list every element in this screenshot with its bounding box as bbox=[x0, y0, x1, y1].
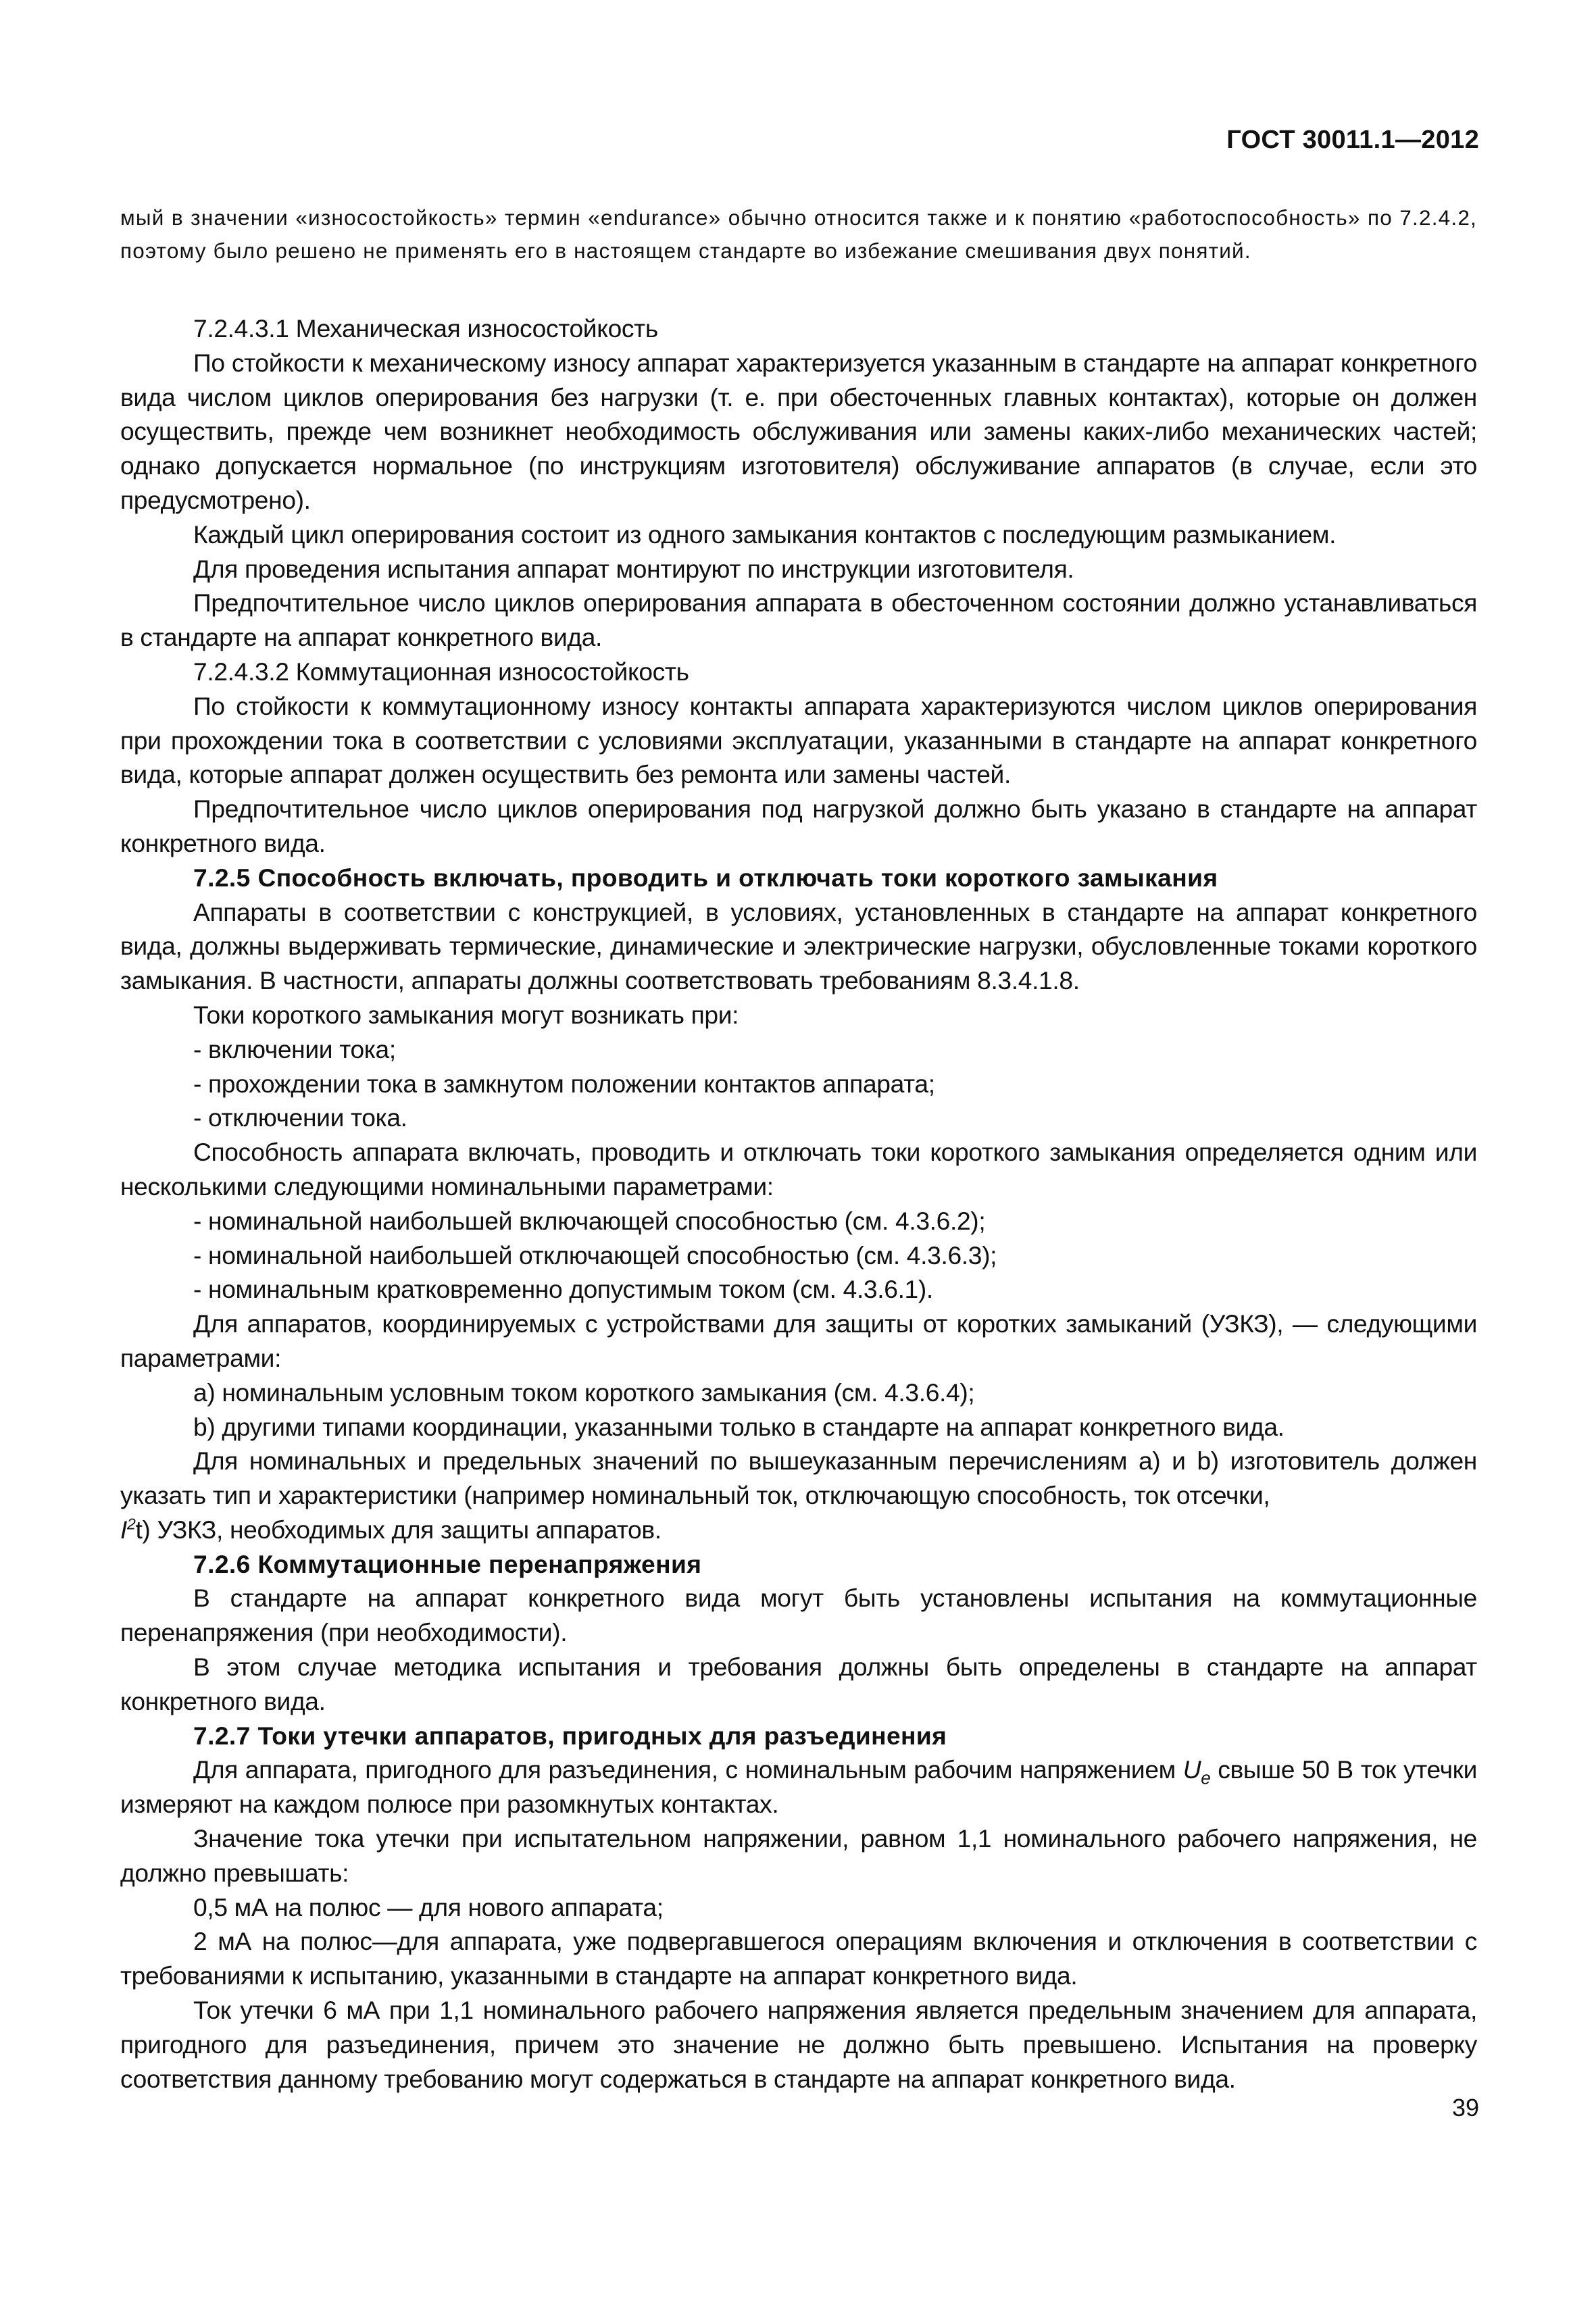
list-item: - номинальной наибольшей отключающей способностью (см. 4.3.6.3); bbox=[193, 1240, 997, 1269]
list-item: - номинальным кратковременно допустимым током (см. 4.3.6.1). bbox=[193, 1275, 933, 1304]
body-text bbox=[120, 311, 1477, 2096]
list-item: - прохождении тока в замкнутом положении контактов аппарата; bbox=[193, 1069, 935, 1098]
paragraph-continuation: $I^2t$) УЗКЗ, необходимых для защиты аппаратов. bbox=[120, 1515, 662, 1544]
list-item: - номинальной наибольшей включающей способностью (см. 4.3.6.2); bbox=[193, 1206, 986, 1235]
paragraph: Ток утечки 6 мА при 1,1 номинального рабочего напряжения является предельным значением для аппарата, пригодного для разъединения, причем это значение не должно быть превышено. Испытания на проверку соответствия данному требованию могут содержаться в стандарте на аппарат конкретного вида. bbox=[120, 1996, 1477, 2093]
paragraph: Значение тока утечки при испытательном напряжении, равном 1,1 номинального рабочего напряжения, не должно превышать: bbox=[120, 1824, 1477, 1887]
paragraph: 2 мА на полюс—для аппарата, уже подвергавшегося операциям включения и отключения в соответствии с требованиями к испытанию, указанными в стандарте на аппарат конкретного вида. bbox=[120, 1927, 1477, 1990]
paragraph: Для аппарата, пригодного для разъединения, с номинальным рабочим напряжением $U_e$ свыше 50 В ток утечки измеряют на каждом полюсе при разомкнутых контактах. bbox=[120, 1755, 1478, 1819]
paragraph: Аппараты в соответствии с конструкцией, в условиях, установленных в стандарте на аппарат конкретного вида, должны выдерживать термические, динамические и электрические нагрузки, обусловленные токами короткого замыкания. В частности, аппараты должны соответствовать требованиям 8.3.4.1.8. bbox=[120, 897, 1477, 995]
paragraph: Токи короткого замыкания могут возникать при: bbox=[193, 1000, 739, 1029]
paragraph: По стойкости к механическому износу аппарат характеризуется указанным в стандарте на аппарат конкретного вида числом циклов оперирования без нагрузки (т. е. при обесточенных главных контактах), которые он должен осуществить, прежде чем возникнет необходимость обслуживания или замены каких-либо механических частей; однако допускается нормальное (по инструкциям изготовителя) обслуживание аппаратов (в случае, если это предусмотрено). bbox=[120, 348, 1477, 514]
page-number: 39 bbox=[1451, 2094, 1479, 2121]
paragraph: Для проведения испытания аппарат монтируют по инструкции изготовителя. bbox=[193, 554, 1074, 583]
list-item: b) другими типами координации, указанными только в стандарте на аппарат конкретного вида. bbox=[193, 1412, 1285, 1441]
paragraph: В этом случае методика испытания и требования должны быть определены в стандарте на аппарат конкретного вида. bbox=[120, 1653, 1477, 1715]
clause-heading-7-2-4-3-1: 7.2.4.3.1 Механическая износостойкость bbox=[193, 314, 658, 343]
paragraph: По стойкости к коммутационному износу контакты аппарата характеризуются числом циклов оперирования при прохождении тока в соответствии с условиями эксплуатации, указанными в стандарте на аппарат конкретного вида, которые аппарат должен осуществить без ремонта или замены частей. bbox=[120, 691, 1477, 789]
paragraph: Предпочтительное число циклов оперирования аппарата в обесточенном состоянии должно устанавливаться в стандарте на аппарат конкретного вида. bbox=[120, 588, 1477, 652]
section-heading-7-2-7: 7.2.7 Токи утечки аппаратов, пригодных для разъединения bbox=[193, 1721, 947, 1750]
section-heading-7-2-6: 7.2.6 Коммутационные перенапряжения bbox=[193, 1549, 702, 1578]
paragraph: Каждый цикл оперирования состоит из одного замыкания контактов с последующим размыканием. bbox=[193, 520, 1337, 549]
list-item: a) номинальным условным током короткого замыкания (см. 4.3.6.4); bbox=[193, 1378, 975, 1407]
list-item: - отключении тока. bbox=[193, 1103, 407, 1132]
i2t-symbol: $I^2$ bbox=[120, 1515, 136, 1544]
ue-symbol: $U_e$ bbox=[1182, 1755, 1211, 1788]
section-heading-7-2-5: 7.2.5 Способность включать, проводить и отключать токи короткого замыкания bbox=[193, 863, 1218, 892]
footnote-text: мый в значении «износостойкость» термин «endurance» обычно относится также и к понятию «работоспособность» по 7.2.4.2, поэтому было решено не применять его в настоящем стандарте во избежание смешивания двух понятий. bbox=[120, 205, 1477, 263]
clause-heading-7-2-4-3-2: 7.2.4.3.2 Коммутационная износостойкость bbox=[193, 657, 689, 686]
paragraph: Способность аппарата включать, проводить и отключать токи короткого замыкания определяется одним или несколькими следующими номинальными параметрами: bbox=[120, 1138, 1477, 1201]
standard-code-header: ГОСТ 30011.1—2012 bbox=[1226, 126, 1479, 154]
list-item: - включении тока; bbox=[193, 1034, 396, 1063]
paragraph: Для аппаратов, координируемых с устройствами для защиты от коротких замыканий (УЗКЗ), — следующими параметрами: bbox=[120, 1309, 1477, 1372]
paragraph: В стандарте на аппарат конкретного вида могут быть установлены испытания на коммутационные перенапряжения (при необходимости). bbox=[120, 1584, 1477, 1647]
paragraph: Предпочтительное число циклов оперирования под нагрузкой должно быть указано в стандарте на аппарат конкретного вида. bbox=[120, 795, 1477, 857]
paragraph: Для номинальных и предельных значений по вышеуказанным перечислениям a) и b) изготовитель должен указать тип и характеристики (например номинальный ток, отключающую способность, ток отсечки, bbox=[120, 1447, 1477, 1510]
paragraph: 0,5 мА на полюс — для нового аппарата; bbox=[193, 1892, 664, 1921]
